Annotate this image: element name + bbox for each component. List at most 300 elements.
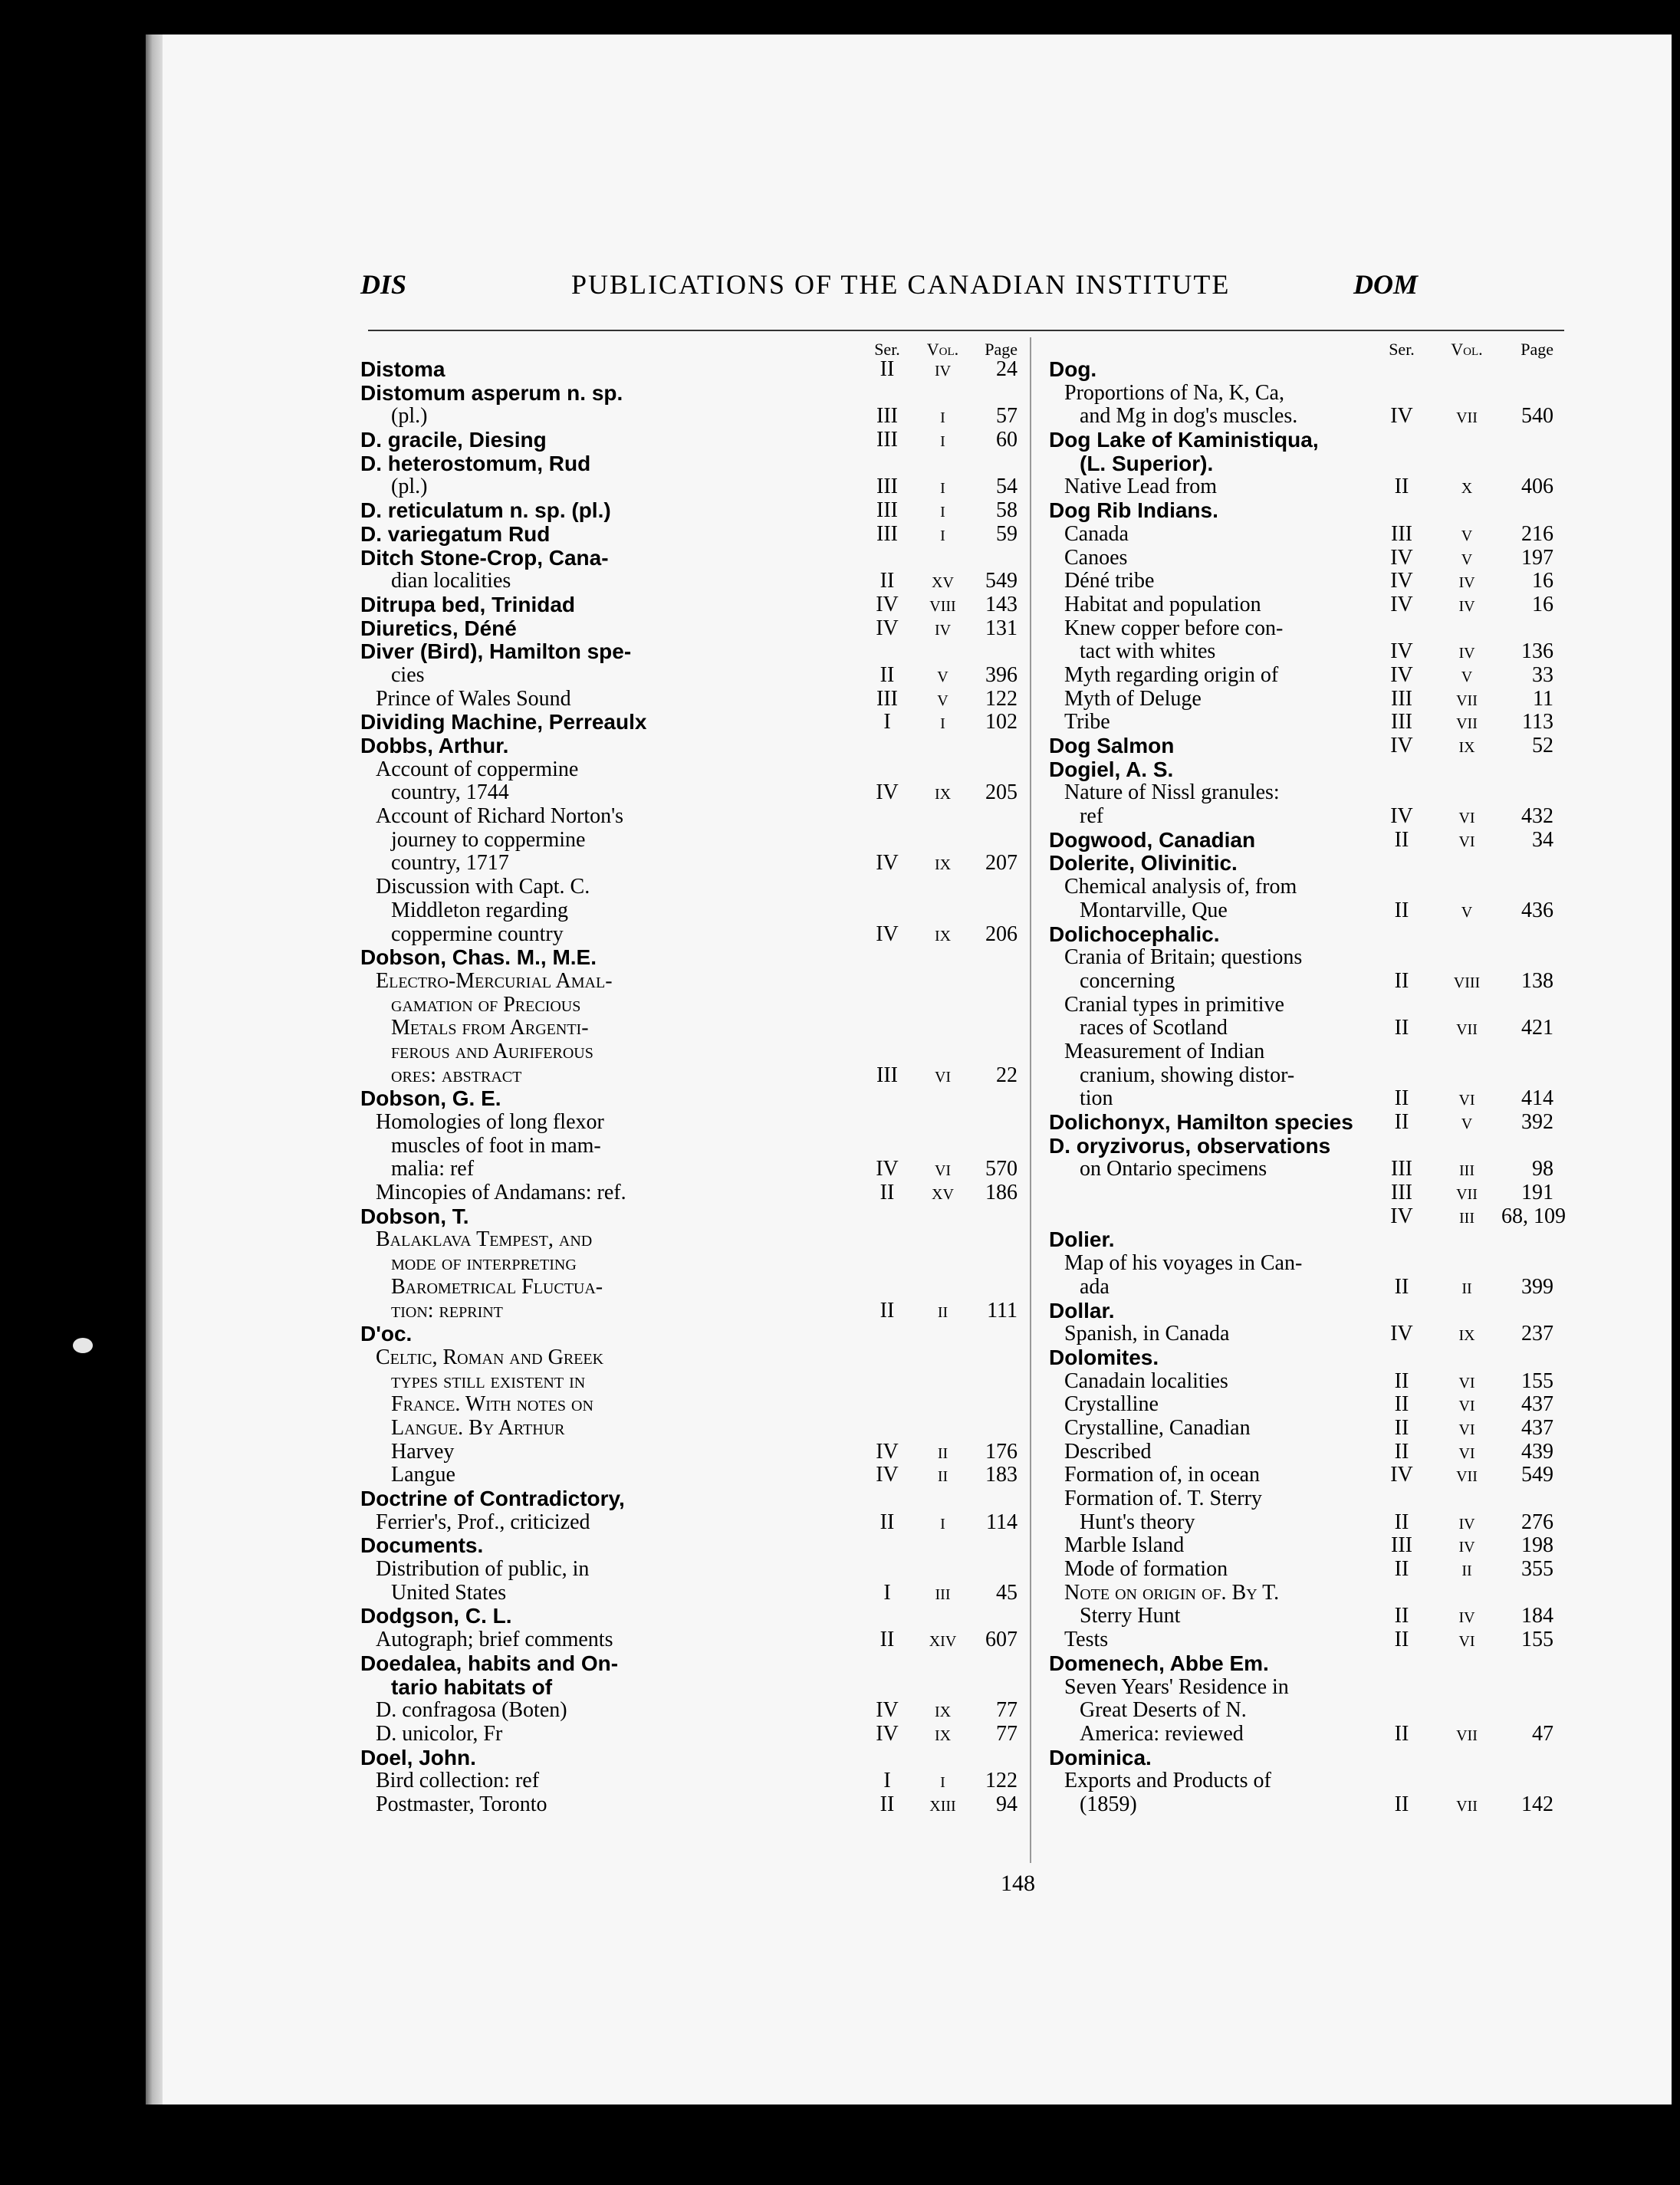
- index-entry: [360, 1064, 1020, 1088]
- index-entry: [360, 1464, 1020, 1487]
- entry-text: Langue. By Arthur: [391, 1415, 565, 1440]
- entry-heading: Dog Lake of Kaministiqua,: [1049, 428, 1319, 452]
- entry-heading: D. oryzivorus, observations: [1049, 1133, 1331, 1158]
- index-entry: [360, 452, 1020, 476]
- volume-cell: vi: [1458, 1628, 1475, 1652]
- page-cell: 406: [1521, 475, 1553, 499]
- volume-cell: xv: [932, 1181, 954, 1205]
- entry-text: Metals from Argenti-: [391, 1016, 589, 1040]
- index-entry: [360, 640, 1020, 664]
- index-entry: [1049, 475, 1567, 499]
- index-entry: [1049, 617, 1567, 641]
- volume-cell: ii: [937, 1298, 948, 1322]
- entry-heading: Dog.: [1049, 357, 1097, 381]
- index-entry: [360, 852, 1020, 876]
- series-cell: II: [1394, 1628, 1409, 1652]
- series-cell: II: [1394, 1557, 1409, 1582]
- page-cell: 52: [1532, 734, 1553, 757]
- index-entry: [1049, 1181, 1567, 1205]
- index-entry: [1049, 1652, 1567, 1676]
- entry-text: Postmaster, Toronto: [376, 1792, 547, 1816]
- page-cell: 138: [1521, 968, 1553, 993]
- index-entry: [1049, 1017, 1567, 1040]
- page-cell: 414: [1521, 1086, 1553, 1111]
- entry-text: Mincopies of Andamans: ref.: [376, 1181, 626, 1205]
- entry-heading: Dolomites.: [1049, 1345, 1159, 1369]
- series-cell: IV: [876, 1721, 899, 1746]
- index-entry: [360, 1511, 1020, 1535]
- index-entry: [360, 1699, 1020, 1723]
- series-cell: II: [1394, 1392, 1409, 1417]
- volume-cell: i: [940, 521, 945, 546]
- volume-cell: ii: [937, 1463, 948, 1487]
- volume-cell: ii: [1461, 1274, 1472, 1299]
- entry-text: United States: [391, 1580, 507, 1605]
- index-entry: [360, 1322, 1020, 1346]
- index-entry: [360, 1040, 1020, 1064]
- entry-text: types still existent in: [391, 1368, 586, 1393]
- index-entry: [360, 899, 1020, 923]
- series-cell: I: [883, 710, 891, 734]
- index-entry: [360, 1300, 1020, 1323]
- index-entry: [360, 358, 1020, 382]
- volume-cell: iv: [934, 357, 952, 381]
- page-cell: 549: [1521, 1463, 1553, 1487]
- page-cell: 205: [985, 780, 1018, 805]
- index-entry: [1049, 1464, 1567, 1487]
- entry-heading: Dogwood, Canadian: [1049, 827, 1256, 852]
- page-cell: 184: [1521, 1604, 1553, 1628]
- series-cell: III: [1391, 1157, 1412, 1181]
- page-cell: 197: [1521, 545, 1553, 570]
- index-entry: [1049, 570, 1567, 593]
- entry-text: Native Lead from: [1064, 475, 1218, 499]
- entry-text: Discussion with Capt. C.: [376, 875, 590, 899]
- entry-heading: Dobson, Chas. M., M.E.: [360, 945, 597, 970]
- entry-heading: Dominica.: [1049, 1745, 1152, 1769]
- page-cell: 68, 109: [1501, 1204, 1566, 1228]
- index-entry: [360, 1205, 1020, 1229]
- entry-text: Habitat and population: [1064, 592, 1261, 616]
- volume-cell: vii: [1456, 404, 1478, 429]
- volume-cell: vi: [1458, 804, 1475, 829]
- page-cell: 102: [985, 710, 1018, 734]
- running-head-title: PUBLICATIONS OF THE CANADIAN INSTITUTE: [571, 269, 1231, 300]
- entry-text: Map of his voyages in Can-: [1064, 1251, 1303, 1276]
- entry-heading: Doedalea, habits and On-: [360, 1651, 619, 1675]
- page-cell: 436: [1521, 898, 1553, 922]
- entry-text: Measurement of Indian: [1064, 1039, 1265, 1063]
- index-entry: [1049, 1322, 1567, 1346]
- series-cell: II: [879, 1298, 895, 1322]
- ser-header: Ser.: [874, 340, 900, 359]
- index-entry: [360, 1417, 1020, 1441]
- page-cell: 176: [985, 1439, 1018, 1464]
- index-entry: [1049, 829, 1567, 853]
- page-number: 148: [1001, 1871, 1035, 1896]
- entry-text: tact with whites: [1080, 639, 1216, 664]
- entry-heading: Diver (Bird), Hamilton spe-: [360, 639, 632, 664]
- index-entry: [360, 923, 1020, 947]
- entry-text: Middleton regarding: [391, 898, 568, 922]
- page-cell: 143: [985, 592, 1018, 616]
- index-entry: [1049, 688, 1567, 711]
- volume-cell: vii: [1456, 1721, 1478, 1746]
- entry-heading: Dolichocephalic.: [1049, 922, 1220, 946]
- series-cell: IV: [876, 1157, 899, 1181]
- volume-cell: v: [1461, 521, 1473, 546]
- page-cell: 11: [1533, 686, 1553, 711]
- index-entry: [1049, 852, 1567, 876]
- page-cell: 396: [985, 662, 1018, 687]
- page-cell: 24: [996, 357, 1018, 381]
- entry-text: tion: [1080, 1086, 1113, 1111]
- volume-cell: ix: [934, 1698, 952, 1723]
- volume-cell: vii: [1456, 1016, 1478, 1040]
- index-entry: [360, 734, 1020, 758]
- series-cell: II: [879, 569, 895, 593]
- entry-text: ferous and Auriferous: [391, 1039, 593, 1063]
- entry-text: muscles of foot in mam-: [391, 1133, 601, 1158]
- entry-text: ores: abstract: [391, 1063, 522, 1087]
- entry-text: (1859): [1080, 1792, 1137, 1816]
- index-column-right: [1049, 341, 1567, 1817]
- index-entry: [360, 1441, 1020, 1464]
- page-cell: 399: [1521, 1274, 1553, 1299]
- page-cell: 191: [1521, 1181, 1553, 1205]
- volume-cell: vii: [1456, 710, 1478, 734]
- index-entry: [360, 664, 1020, 688]
- series-cell: IV: [1390, 592, 1413, 616]
- entry-text: races of Scotland: [1080, 1016, 1228, 1040]
- volume-cell: vi: [1458, 1392, 1475, 1417]
- entry-heading: Dobbs, Arthur.: [360, 734, 509, 757]
- index-entry: [1049, 1228, 1567, 1252]
- entry-text: D. unicolor, Fr: [376, 1721, 503, 1746]
- entry-text: cranium, showing distor-: [1080, 1063, 1295, 1087]
- page-cell: 33: [1532, 662, 1553, 687]
- entry-text: Seven Years' Residence in: [1064, 1674, 1289, 1699]
- entry-heading: (L. Superior).: [1080, 451, 1214, 475]
- entry-text: Nature of Nissl granules:: [1064, 780, 1280, 805]
- index-entry: [1049, 405, 1567, 429]
- page-cell: 45: [996, 1580, 1018, 1605]
- index-entry: [1049, 382, 1567, 406]
- page-cell: 16: [1532, 569, 1553, 593]
- entry-text: Sterry Hunt: [1080, 1604, 1181, 1628]
- entry-text: ref: [1080, 804, 1104, 829]
- entry-text: Formation of. T. Sterry: [1064, 1487, 1262, 1510]
- series-cell: IV: [1390, 734, 1413, 757]
- index-entry: [1049, 1135, 1567, 1158]
- page-cell: 57: [996, 404, 1018, 429]
- index-entry: [1049, 499, 1567, 523]
- series-cell: IV: [1390, 662, 1413, 687]
- entry-text: D. confragosa (Boten): [376, 1698, 567, 1723]
- index-entry: [1049, 1252, 1567, 1276]
- vol-header: Vol.: [926, 340, 959, 359]
- volume-cell: iv: [1458, 569, 1475, 593]
- page-cell: 207: [985, 851, 1018, 876]
- index-entry: [360, 1487, 1020, 1511]
- volume-cell: vi: [1458, 827, 1475, 852]
- column-header: [360, 341, 1020, 358]
- series-cell: IV: [1390, 1204, 1413, 1228]
- series-cell: IV: [1390, 1322, 1413, 1346]
- index-entry: [360, 758, 1020, 782]
- volume-cell: vi: [1458, 1415, 1475, 1440]
- index-entry: [360, 1393, 1020, 1417]
- index-entry: [360, 547, 1020, 570]
- index-entry: [360, 617, 1020, 641]
- entry-text: Described: [1064, 1439, 1152, 1464]
- entry-text: America: reviewed: [1080, 1721, 1244, 1746]
- volume-cell: i: [940, 475, 945, 499]
- index-entry: [1049, 1417, 1567, 1441]
- series-cell: II: [1394, 827, 1409, 852]
- series-cell: IV: [876, 851, 899, 876]
- series-cell: III: [876, 475, 898, 499]
- index-entry: [1049, 452, 1567, 476]
- volume-cell: xv: [932, 569, 954, 593]
- volume-cell: i: [940, 1510, 945, 1534]
- page-cell: 155: [1521, 1628, 1553, 1652]
- entry-text: (pl.): [391, 475, 428, 499]
- series-cell: III: [876, 498, 898, 523]
- index-entry: [360, 805, 1020, 829]
- ser-header: Ser.: [1389, 340, 1415, 359]
- volume-cell: vii: [1456, 1463, 1478, 1487]
- page-cell: 540: [1521, 404, 1553, 429]
- volume-cell: ii: [937, 1439, 948, 1464]
- index-entry: [1049, 523, 1567, 547]
- index-entry: [1049, 1393, 1567, 1417]
- page-cell: 77: [996, 1721, 1018, 1746]
- volume-cell: vi: [1458, 1368, 1475, 1393]
- entry-text: concerning: [1080, 968, 1175, 993]
- entry-heading: Dobson, T.: [360, 1204, 469, 1228]
- index-entry: [360, 1135, 1020, 1158]
- entry-text: Formation of, in ocean: [1064, 1463, 1261, 1487]
- entry-heading: Dolichonyx, Hamilton species: [1049, 1110, 1353, 1134]
- series-cell: III: [876, 521, 898, 546]
- volume-cell: i: [940, 428, 945, 452]
- index-entry: [1049, 593, 1567, 617]
- entry-text: Canadain localities: [1064, 1368, 1228, 1393]
- index-entry: [1049, 664, 1567, 688]
- index-entry: [1049, 1534, 1567, 1558]
- page-cell: 122: [985, 686, 1018, 711]
- page-cell: 58: [996, 498, 1018, 523]
- running-head-right: DOM: [1353, 269, 1419, 300]
- index-entry: [1049, 1441, 1567, 1464]
- volume-cell: viii: [1453, 968, 1481, 993]
- index-entry: [1049, 734, 1567, 758]
- volume-cell: x: [1461, 475, 1473, 499]
- volume-cell: iv: [1458, 1510, 1475, 1534]
- page-cell: 113: [1522, 710, 1553, 734]
- series-cell: II: [879, 1181, 895, 1205]
- page-cell: 607: [985, 1628, 1018, 1652]
- entry-text: Déné tribe: [1064, 569, 1155, 593]
- volume-cell: v: [1461, 1110, 1473, 1134]
- index-entry: [360, 1534, 1020, 1558]
- series-cell: III: [876, 1063, 898, 1087]
- series-cell: II: [1394, 1721, 1409, 1746]
- index-entry: [360, 1769, 1020, 1793]
- entry-heading: Dollar.: [1049, 1298, 1115, 1322]
- entry-text: Montarville, Que: [1080, 898, 1228, 922]
- index-entry: [1049, 1699, 1567, 1723]
- entry-text: Account of coppermine: [376, 757, 579, 781]
- index-column-left: [360, 341, 1020, 1817]
- volume-cell: viii: [929, 592, 956, 616]
- page-cell: 131: [985, 616, 1018, 640]
- entry-text: Crystalline, Canadian: [1064, 1415, 1251, 1440]
- series-cell: IV: [876, 1698, 899, 1723]
- index-entry: [1049, 1087, 1567, 1111]
- entry-text: Crystalline: [1064, 1392, 1159, 1417]
- page-cell: 437: [1521, 1392, 1553, 1417]
- volume-cell: iv: [1458, 592, 1475, 616]
- volume-cell: v: [1461, 662, 1473, 687]
- page-cell: 59: [996, 521, 1018, 546]
- index-entry: [1049, 1769, 1567, 1793]
- entry-heading: Doel, John.: [360, 1745, 476, 1769]
- entry-heading: D. heterostomum, Rud: [360, 451, 591, 475]
- entry-text: Bird collection: ref: [376, 1769, 540, 1793]
- index-entry: [360, 475, 1020, 499]
- volume-cell: ix: [934, 1721, 952, 1746]
- entry-heading: D. gracile, Diesing: [360, 428, 547, 452]
- index-entry: [360, 1746, 1020, 1770]
- series-cell: III: [876, 686, 898, 711]
- volume-cell: vi: [934, 1157, 952, 1181]
- column-divider: [1030, 337, 1031, 1863]
- page-cell: 421: [1521, 1016, 1553, 1040]
- volume-cell: i: [940, 404, 945, 429]
- entry-heading: D. variegatum Rud: [360, 521, 551, 546]
- index-entry: [1049, 1793, 1567, 1817]
- entry-heading: Dog Salmon: [1049, 734, 1175, 757]
- index-entry: [1049, 1276, 1567, 1300]
- series-cell: IV: [876, 1439, 899, 1464]
- index-entry: [360, 1017, 1020, 1040]
- entry-text: Marble Island: [1064, 1533, 1185, 1558]
- entry-text: Crania of Britain; questions: [1064, 945, 1303, 970]
- series-cell: III: [1391, 1533, 1412, 1558]
- entry-text: Tests: [1064, 1628, 1109, 1652]
- series-cell: II: [1394, 1368, 1409, 1393]
- series-cell: IV: [876, 922, 899, 946]
- entry-text: (pl.): [391, 404, 428, 429]
- page-cell: 237: [1521, 1322, 1553, 1346]
- volume-cell: ix: [934, 922, 952, 946]
- series-cell: IV: [1390, 545, 1413, 570]
- index-entry: [1049, 805, 1567, 829]
- entry-text: Mode of formation: [1064, 1557, 1228, 1582]
- index-entry: [1049, 1605, 1567, 1628]
- index-entry: [360, 781, 1020, 805]
- index-entry: [1049, 899, 1567, 923]
- entry-text: Chemical analysis of, from: [1064, 875, 1297, 899]
- series-cell: II: [1394, 1415, 1409, 1440]
- entry-text: Hunt's theory: [1080, 1510, 1195, 1534]
- series-cell: IV: [876, 1463, 899, 1487]
- page-edge: [146, 34, 163, 2104]
- volume-cell: vii: [1456, 1181, 1478, 1205]
- page-cell: 114: [986, 1510, 1018, 1534]
- series-cell: II: [1394, 1439, 1409, 1464]
- volume-cell: vi: [934, 1063, 952, 1087]
- index-entry: [360, 523, 1020, 547]
- series-cell: II: [1394, 1016, 1409, 1040]
- series-cell: II: [1394, 1604, 1409, 1628]
- volume-cell: vii: [1456, 1792, 1478, 1816]
- entry-text: Barometrical Fluctua-: [391, 1274, 603, 1299]
- index-entry: [360, 1228, 1020, 1252]
- index-entry: [1049, 994, 1567, 1017]
- entry-text: Note on origin of. By T.: [1064, 1580, 1280, 1605]
- index-entry: [360, 970, 1020, 994]
- index-entry: [360, 593, 1020, 617]
- index-entry: [360, 1087, 1020, 1111]
- index-entry: [360, 1370, 1020, 1394]
- entry-text: Distribution of public, in: [376, 1557, 590, 1582]
- entry-text: Celtic, Roman and Greek: [376, 1345, 604, 1369]
- entry-heading: Dividing Machine, Perreaulx: [360, 710, 647, 734]
- series-cell: I: [883, 1769, 891, 1793]
- index-entry: [360, 1676, 1020, 1700]
- entry-text: Great Deserts of N.: [1080, 1698, 1247, 1723]
- index-entry: [1049, 547, 1567, 570]
- series-cell: I: [883, 1580, 891, 1605]
- volume-cell: ix: [934, 851, 952, 876]
- series-cell: III: [1391, 521, 1412, 546]
- series-cell: IV: [1390, 804, 1413, 829]
- series-cell: II: [1394, 1110, 1409, 1134]
- entry-text: Proportions of Na, K, Ca,: [1064, 380, 1284, 405]
- index-entry: [360, 1605, 1020, 1628]
- index-entry: [360, 876, 1020, 899]
- index-entry: [1049, 1511, 1567, 1535]
- series-cell: II: [879, 1628, 895, 1652]
- index-entry: [1049, 923, 1567, 947]
- series-cell: IV: [1390, 639, 1413, 664]
- entry-text: Tribe: [1064, 710, 1110, 734]
- page-cell: 22: [996, 1063, 1018, 1087]
- entry-text: Exports and Products of: [1064, 1769, 1271, 1793]
- index-entry: [1049, 1111, 1567, 1135]
- entry-heading: Ditrupa bed, Trinidad: [360, 592, 576, 616]
- volume-cell: iii: [1459, 1157, 1475, 1181]
- index-entry: [1049, 1746, 1567, 1770]
- series-cell: III: [876, 428, 898, 452]
- entry-heading: Dodgson, C. L.: [360, 1604, 512, 1628]
- index-entry: [360, 382, 1020, 406]
- series-cell: IV: [876, 592, 899, 616]
- entry-text: dian localities: [391, 569, 511, 593]
- page-cell: 94: [996, 1792, 1018, 1816]
- entry-heading: Ditch Stone-Crop, Cana-: [360, 545, 609, 570]
- volume-cell: i: [940, 498, 945, 523]
- entry-text: on Ontario specimens: [1080, 1157, 1267, 1181]
- page-cell: 355: [1521, 1557, 1553, 1582]
- entry-heading: tario habitats of: [391, 1674, 553, 1699]
- entry-text: malia: ref: [391, 1157, 475, 1181]
- entry-text: country, 1717: [391, 851, 509, 876]
- series-cell: IV: [876, 616, 899, 640]
